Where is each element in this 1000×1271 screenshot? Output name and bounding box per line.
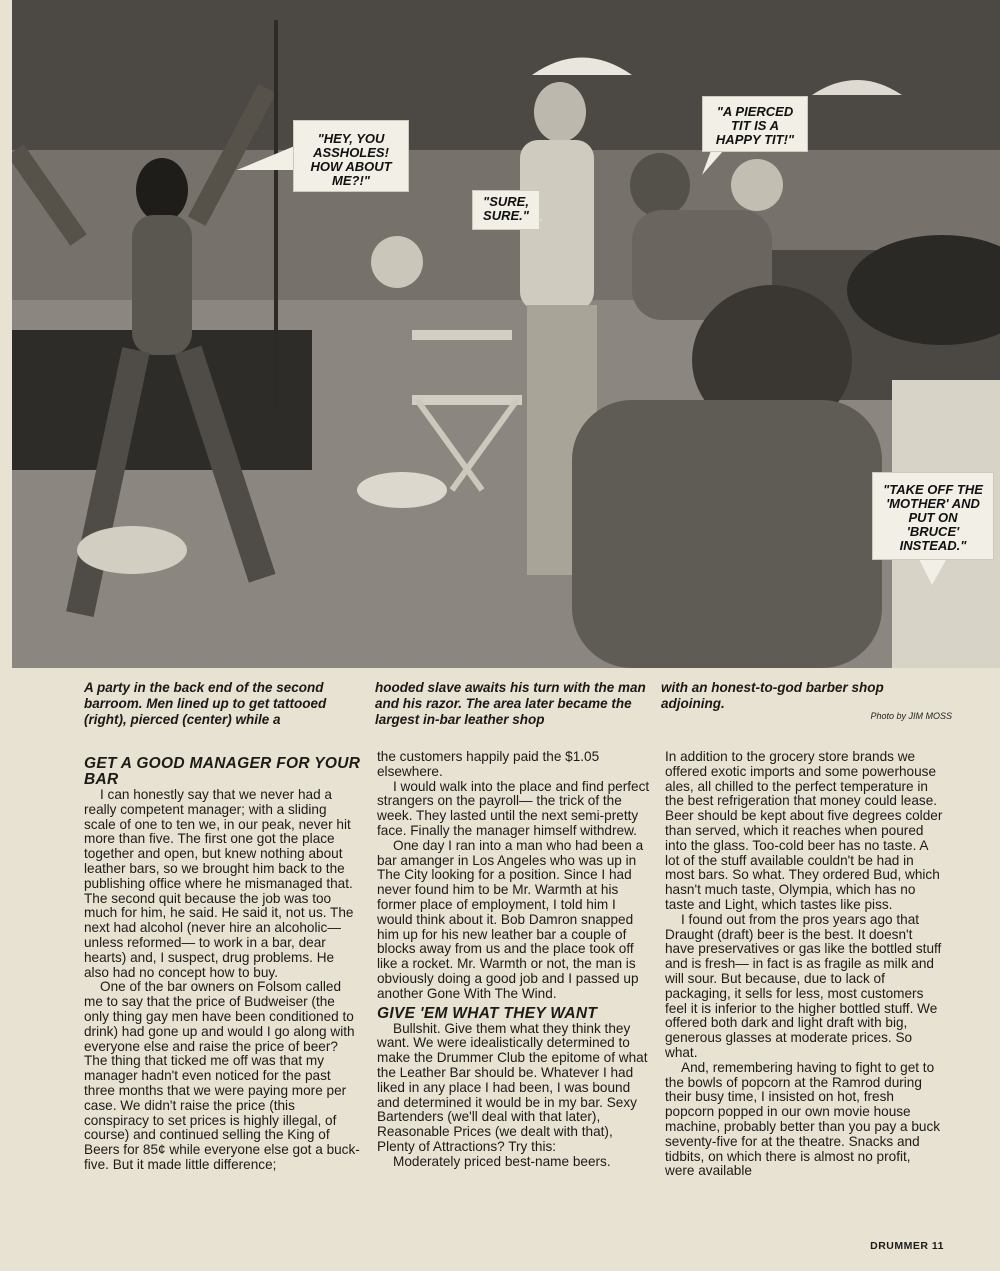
photo-illustration — [12, 0, 1000, 668]
paragraph: One day I ran into a man who had been a bar amanger in Los Angeles who was up in The City looking for a position. Since I had never found him to be Mr. Warmth at his former place of employment, I told him I would think about it. Bob Damron snapped him up for his new leather bar a couple of blocks away from us and the place took off like a rocket. Mr. Warmth or not, the man is obviously doing a good job and I passed up another Gone With The Wind. — [377, 837, 644, 1001]
caption-col-2: hooded slave awaits his turn with the man and his razor. The area later became the largest in-bar leather shop — [375, 680, 646, 727]
article-column-1 — [84, 756, 362, 1173]
speech-bubble-pierced: "A PIERCED TIT IS A HAPPY TIT!" — [702, 96, 808, 152]
article-column-3 — [665, 750, 943, 1179]
photo-credit: Photo by JIM MOSS — [870, 711, 952, 721]
speech-bubble-slave: "HEY, YOU ASSHOLES! HOW ABOUT ME?!" — [293, 120, 409, 192]
paragraph: Bullshit. Give them what they think they want. We were idealistically determined to make the Drummer Club the epitome of what the Leather Bar should be. Whatever I had liked in any place I had been, I was bound and determined it would be in my bar. Sexy Bartenders (we'll deal with that later), Reasonable Prices (we dealt with that), Plenty of Attractions? Try this: — [377, 1020, 648, 1154]
section-heading: GET A GOOD MANAGER FOR YOUR BAR — [84, 755, 361, 788]
article-column-2 — [377, 750, 653, 1170]
paragraph: I can honestly say that we never had a really competent manager; with a sliding scale of one to ten we, in our peak, never hit more than five. The first one got the place together and open, but knew nothing about leather bars, so we brought him back to the publishing office where he mismanaged that. The second quit because the job was too much for him, he said. He said it, not us. The next had alcohol (never hire an alcoholic— unless reformed— to work in a bar, dear hearts) and, I suspect, drug problems. He also had no concept how to buy. — [84, 787, 354, 980]
paragraph: the customers happily paid the $1.05 elsewhere. — [377, 749, 600, 779]
caption-col-1: A party in the back end of the second barroom. Men lined up to get tattooed (right), pierced (center) while a — [84, 680, 327, 727]
paragraph: One of the bar owners on Folsom called me to say that the price of Budweiser (the only thing gay men have been conditioned to drink) had gone up and would I go along with everyone else and raise the price of beer? The thing that ticked me off was that my manager hadn't even noticed for the past three months that we were paying more per case. We didn't raise the price (this conspiracy to set prices is highly illegal, of course) and continued selling the King of Beers for 85¢ while everyone else got a buck-five. But it made little difference; — [84, 979, 360, 1172]
paragraph: I found out from the pros years ago that Draught (draft) beer is the best. It doesn't have preservatives or gas like the bottled stuff and is fresh— in fact is as fragile as milk and will sour. But because, due to lack of packaging, it sells for less, most customers feel it is inferior to the higher bottled stuff. We offered both dark and light draft with big, generous glasses at moderate prices. So what. — [665, 911, 942, 1060]
page-folio: DRUMMER 11 — [870, 1240, 944, 1252]
paragraph: And, remembering having to fight to get to the bowls of popcorn at the Ramrod during their busy time, I insisted on hot, fresh popcorn popped in our own movie house machine, probably better than you pay a buck seventy-five for at the theatre. Snacks and tidbits, on which there is almost no profit, were available — [665, 1059, 941, 1179]
bar-party-photo — [12, 0, 1000, 668]
paragraph: In addition to the grocery store brands we offered exotic imports and some powerhouse ales, all chilled to the perfect temperature in the best refrigeration that money could lease. Beer should be kept about five degrees colder than served, which it reaches when poured into the glass. Too-cold beer has no taste. A lot of the stuff available couldn't be had in most bars. So what. They ordered Bud, which hasn't much taste, Olympia, which has no taste and Light, which tastes like piss. — [665, 749, 943, 912]
photo-caption — [84, 680, 954, 728]
paragraph: I would walk into the place and find perfect strangers on the payroll— the trick of the week. They lasted until the next semi-pretty face. Finally the manager himself withdrew. — [377, 778, 650, 838]
caption-col-3: with an honest-to-god barber shop adjoining. — [661, 680, 884, 711]
speech-bubble-tattoo: "TAKE OFF THE 'MOTHER' AND PUT ON 'BRUCE' INSTEAD." — [872, 472, 994, 560]
speech-bubble-sure: "SURE, SURE." — [472, 190, 540, 230]
paragraph: Moderately priced best-name beers. — [393, 1153, 611, 1169]
section-heading: GIVE 'EM WHAT THEY WANT — [377, 1004, 598, 1022]
